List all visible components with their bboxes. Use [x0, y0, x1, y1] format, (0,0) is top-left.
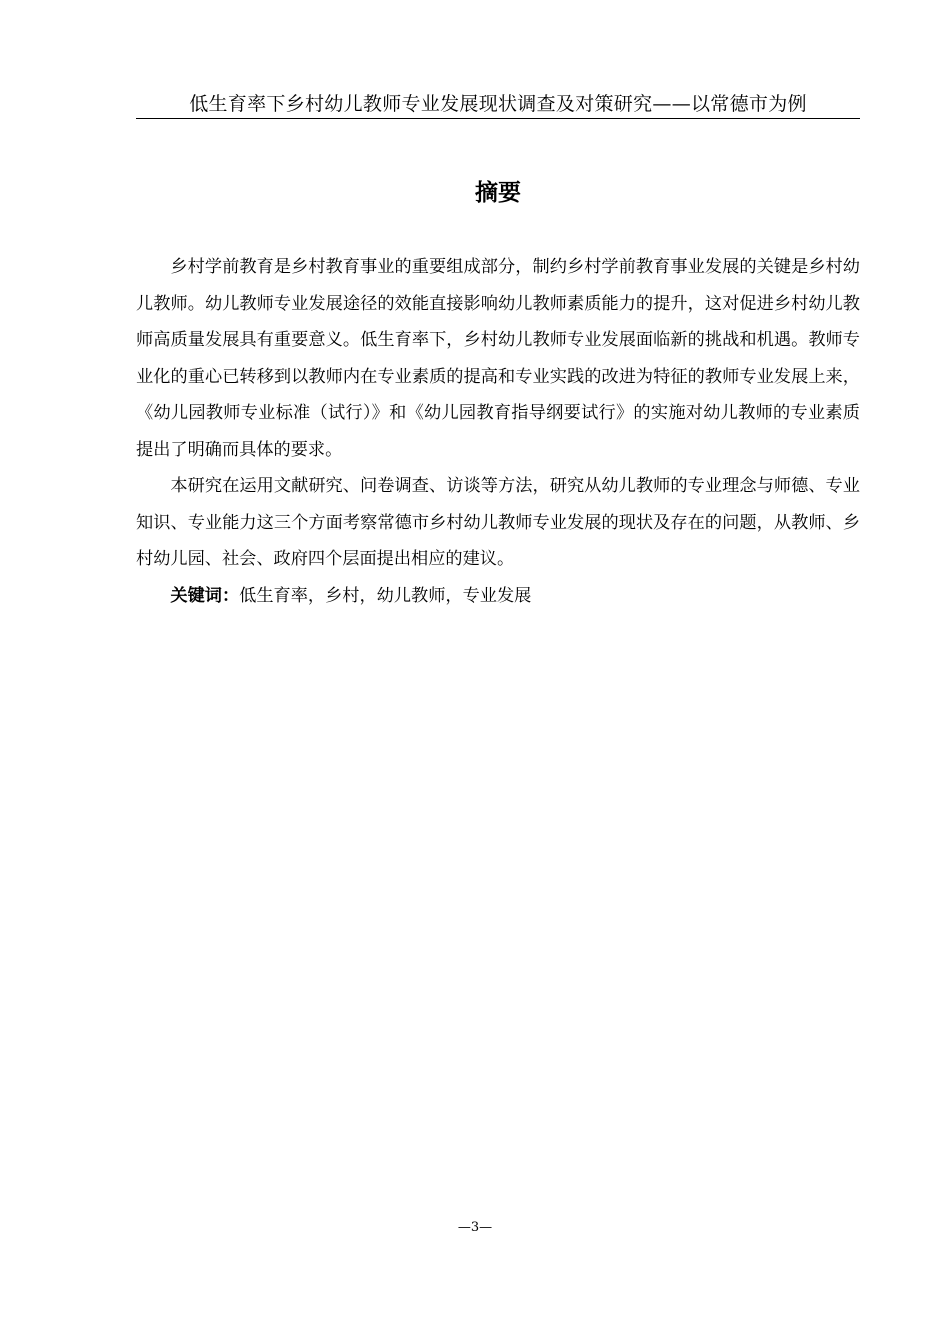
header-rule — [136, 118, 860, 119]
abstract-title: 摘要 — [475, 180, 521, 206]
abstract-body — [136, 249, 860, 614]
running-header: 低生育率下乡村幼儿教师专业发展现状调查及对策研究——以常德市为例 — [189, 93, 807, 115]
keywords-value: 低生育率，乡村，幼儿教师，专业发展 — [239, 585, 532, 606]
page-number: —3— — [457, 1220, 493, 1235]
abstract-paragraph-1: 乡村学前教育是乡村教育事业的重要组成部分，制约乡村学前教育事业发展的关键是乡村幼儿教师。幼儿教师专业发展途径的效能直接影响幼儿教师素质能力的提升，这对促进乡村幼儿教师高质量发展具有重要意义。低生育率下，乡村幼儿教师专业发展面临新的挑战和机遇。教师专业化的重心已转移到以教师内在专业素质的提高和专业实践的改进为特征的教师专业发展上来，《幼儿园教师专业标准（试行）》和《幼儿园教育指导纲要试行》的实施对幼儿教师的专业素质提出了明确而具体的要求。 — [136, 257, 860, 460]
keywords-line — [136, 578, 860, 615]
abstract-paragraph-2: 本研究在运用文献研究、问卷调查、访谈等方法，研究从幼儿教师的专业理念与师德、专业知识、专业能力这三个方面考察常德市乡村幼儿教师专业发展的现状及存在的问题，从教师、乡村幼儿园、社会、政府四个层面提出相应的建议。 — [136, 476, 860, 569]
keywords-label: 关键词： — [170, 585, 240, 606]
